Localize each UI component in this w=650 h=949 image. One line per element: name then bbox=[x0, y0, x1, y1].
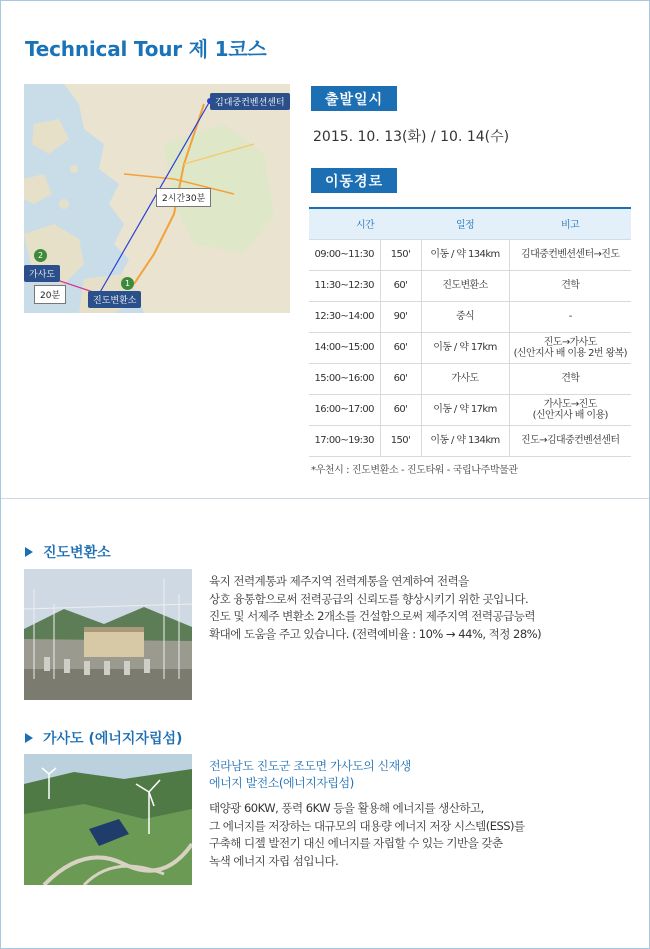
gasado-line-4: 녹색 에너지 자립 섬입니다. bbox=[209, 853, 339, 868]
gasado-sub-line-2: 에너지 발전소(에너지자립섬) bbox=[209, 776, 354, 790]
jindo-line-3: 진도 및 서제주 변환소 2개소를 건설함으로써 제주지역 전력공급능력 bbox=[209, 609, 535, 623]
section-gasado-title-text: 가사도 (에너지자립섬) bbox=[43, 731, 183, 747]
map-marker-2: 2 bbox=[34, 249, 47, 262]
route-duration-cell: 60' bbox=[380, 332, 421, 363]
route-duration-cell: 60' bbox=[380, 270, 421, 301]
route-note-line: 김대중컨벤션센터→진도 bbox=[521, 249, 620, 260]
route-note-line: 견학 bbox=[561, 280, 580, 291]
section-gasado-subheading bbox=[209, 758, 411, 792]
section-jindo-title bbox=[25, 542, 111, 562]
route-plan-cell: 가사도 bbox=[421, 363, 509, 394]
gasado-line-1: 태양광 60KW, 풍력 6KW 등을 활용해 에너지를 생산하고, bbox=[209, 801, 484, 815]
route-time-cell: 09:00~11:30 bbox=[309, 239, 380, 270]
jindo-line-2: 상호 융통함으로써 전력공급의 신뢰도를 향상시키기 위한 곳입니다. bbox=[209, 591, 529, 606]
gasado-island-photo bbox=[24, 754, 192, 885]
route-table bbox=[309, 207, 631, 457]
route-note-line: - bbox=[568, 311, 572, 322]
section-gasado-title bbox=[25, 728, 182, 748]
route-note-line: 견학 bbox=[561, 373, 580, 384]
route-note-cell bbox=[509, 394, 631, 425]
route-note-cell bbox=[509, 363, 631, 394]
route-row bbox=[309, 394, 631, 425]
route-row bbox=[309, 239, 631, 270]
col-time: 시간 bbox=[309, 208, 421, 239]
route-note-line: 진도→가사도 bbox=[543, 336, 597, 348]
route-note-cell bbox=[509, 425, 631, 456]
section-divider bbox=[1, 498, 649, 499]
map-label-jindo-station: 진도변환소 bbox=[88, 291, 141, 308]
route-map bbox=[24, 84, 290, 313]
route-row bbox=[309, 332, 631, 363]
route-row bbox=[309, 301, 631, 332]
jindo-line-4: 확대에 도움을 주고 있습니다. (전력예비율 : 10% → 44%, 적정 28%) bbox=[209, 626, 542, 641]
route-duration-cell: 60' bbox=[380, 394, 421, 425]
route-duration-cell: 90' bbox=[380, 301, 421, 332]
route-duration-cell: 60' bbox=[380, 363, 421, 394]
route-note-cell bbox=[509, 332, 631, 363]
route-plan-cell: 중식 bbox=[421, 301, 509, 332]
map-label-gasado: 가사도 bbox=[24, 265, 60, 282]
gasado-line-2: 그 에너지를 저장하는 대규모의 대용량 에너지 저장 시스템(ESS)를 bbox=[209, 818, 525, 833]
section-jindo-description bbox=[209, 573, 629, 643]
route-note-subline: (신안지사 배 이용) bbox=[532, 409, 608, 421]
gasado-line-3: 구축해 디젤 발전기 대신 에너지를 자립할 수 있는 기반을 갖춘 bbox=[209, 836, 503, 850]
map-marker-1: 1 bbox=[121, 277, 134, 290]
route-time-cell: 16:00~17:00 bbox=[309, 394, 380, 425]
route-time-cell: 15:00~16:00 bbox=[309, 363, 380, 394]
route-plan-cell: 이동 / 약 17km bbox=[421, 394, 509, 425]
map-label-convention-center: 김대중컨벤션센터 bbox=[210, 93, 290, 110]
map-time-small: 20분 bbox=[34, 285, 66, 304]
triangle-bullet-icon bbox=[25, 733, 33, 743]
route-note-line: 진도→김대중컨벤션센터 bbox=[521, 435, 620, 446]
route-plan-cell: 이동 / 약 134km bbox=[421, 425, 509, 456]
route-time-cell: 11:30~12:30 bbox=[309, 270, 380, 301]
gasado-sub-line-1: 전라남도 진도군 조도면 가사도의 신재생 bbox=[209, 759, 411, 773]
col-plan: 일정 bbox=[421, 208, 509, 239]
route-row bbox=[309, 363, 631, 394]
route-table-header bbox=[309, 208, 631, 239]
col-note: 비고 bbox=[509, 208, 631, 239]
route-note-cell bbox=[509, 270, 631, 301]
route-row bbox=[309, 270, 631, 301]
page-title: Technical Tour 제 1코스 bbox=[25, 37, 267, 61]
route-time-cell: 14:00~15:00 bbox=[309, 332, 380, 363]
map-time-main: 2시간30분 bbox=[156, 188, 211, 207]
jindo-station-photo bbox=[24, 569, 192, 700]
route-duration-cell: 150' bbox=[380, 239, 421, 270]
route-note-line: 가사도→진도 bbox=[543, 398, 597, 410]
triangle-bullet-icon bbox=[25, 547, 33, 557]
route-plan-cell: 이동 / 약 17km bbox=[421, 332, 509, 363]
section-jindo-title-text: 진도변환소 bbox=[43, 545, 111, 561]
route-duration-cell: 150' bbox=[380, 425, 421, 456]
route-heading: 이동경로 bbox=[311, 168, 397, 193]
route-row bbox=[309, 425, 631, 456]
departure-heading: 출발일시 bbox=[311, 86, 397, 111]
route-plan-cell: 진도변환소 bbox=[421, 270, 509, 301]
route-time-cell: 12:30~14:00 bbox=[309, 301, 380, 332]
route-note-cell bbox=[509, 239, 631, 270]
rain-footnote: *우천시 : 진도변환소 - 진도타워 - 국립나주박물관 bbox=[311, 465, 518, 476]
route-plan-cell: 이동 / 약 134km bbox=[421, 239, 509, 270]
route-time-cell: 17:00~19:30 bbox=[309, 425, 380, 456]
route-note-subline: (신안지사 배 이용 2번 왕복) bbox=[513, 347, 627, 359]
jindo-line-1: 육지 전력계통과 제주지역 전력계통을 연계하여 전력을 bbox=[209, 574, 469, 588]
departure-date: 2015. 10. 13(화) / 10. 14(수) bbox=[313, 129, 510, 145]
section-gasado-description bbox=[209, 800, 629, 870]
route-note-cell bbox=[509, 301, 631, 332]
